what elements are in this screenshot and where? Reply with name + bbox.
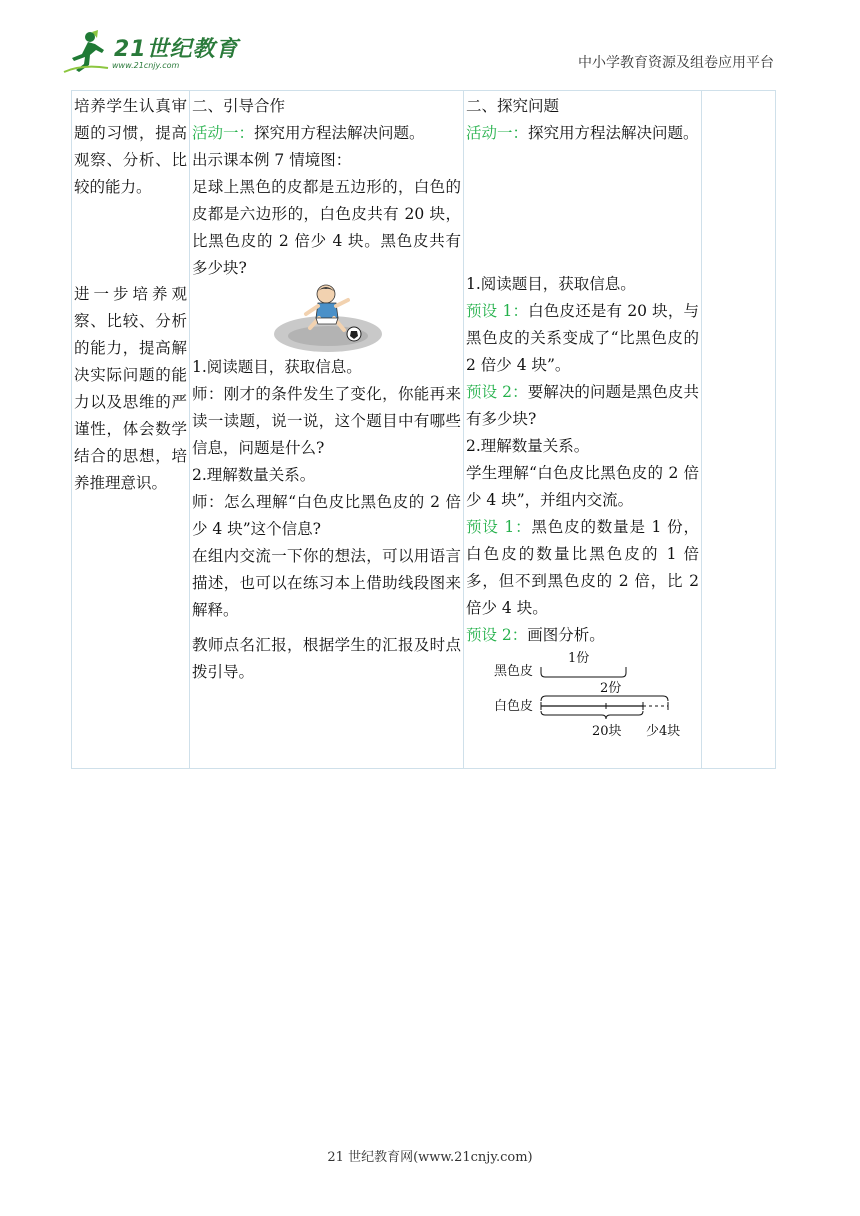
discussion-text: 在组内交流一下你的想法，可以用语言描述，也可以在练习本上借助线段图来解释。 [192, 547, 461, 619]
preset-3 [466, 514, 699, 622]
line-segment-diagram [488, 651, 688, 741]
goal-text-1: 培养学生认真审题的习惯，提高观察、分析、比较的能力。 [74, 97, 187, 196]
preset-text: 画图分析。 [527, 626, 605, 644]
preset-1 [466, 298, 699, 379]
goal-text-2: 进一步培养观察、比较、分析的能力，提高解决实际问题的能力以及思维的严谨性，体会数学结合的思想，培养推理意识。 [74, 285, 187, 492]
platform-title: 中小学教育资源及组卷应用平台 [578, 55, 774, 71]
page-footer: 21 世纪教育网(www.21cnjy.com) [327, 1150, 533, 1165]
teacher-question-2: 师：怎么理解“白色皮比黑色皮的 2 倍少 4 块”这个信息? [192, 493, 461, 538]
problem-text: 足球上黑色的皮都是五边形的，白色的皮都是六边形的，白色皮共有 20 块，比黑色皮的 2 倍少 4 块。黑色皮共有多少块? [192, 178, 461, 277]
student-understanding: 学生理解“白色皮比黑色皮的 2 倍少 4 块”，并组内交流。 [466, 464, 699, 509]
activity-text: 探究用方程法解决问题。 [528, 124, 699, 142]
activity-text: 探究用方程法解决问题。 [254, 124, 425, 142]
lesson-plan-table [71, 90, 776, 769]
activity-label: 活动一： [466, 124, 529, 142]
preset-label: 预设 2： [466, 626, 528, 644]
site-logo [62, 28, 239, 76]
goals-cell [72, 91, 190, 769]
preset-4 [466, 622, 699, 649]
logo-text: 21世纪教育 [114, 37, 239, 62]
step-1: 1.阅读题目，获取信息。 [192, 358, 362, 376]
student-activity-cell [464, 91, 702, 769]
preset-2 [466, 379, 699, 433]
runner-logo-icon [62, 28, 114, 74]
step-2: 2.理解数量关系。 [192, 466, 316, 484]
white-count-label: 20块 [592, 724, 622, 739]
less-label: 少4块 [646, 724, 681, 739]
page-header [0, 0, 860, 90]
report-text: 教师点名汇报，根据学生的汇报及时点拨引导。 [192, 636, 461, 681]
two-parts-brace [541, 696, 668, 701]
white-brace [541, 711, 643, 719]
table-row [72, 91, 776, 769]
preset-text: 黑色皮的数量是 1 份，白色皮的数量比黑色皮的 1 倍多，但不到黑色皮的 2 倍，比 2 倍少 4 块。 [466, 518, 699, 617]
step-2: 2.理解数量关系。 [466, 437, 590, 455]
logo-url: www.21cnjy.com [112, 61, 180, 70]
preset-label: 预设 1： [466, 302, 529, 320]
step-1: 1.阅读题目，获取信息。 [466, 275, 636, 293]
activity-line [466, 120, 699, 147]
teacher-question-1: 师：刚才的条件发生了变化，你能再来读一读题，说一说，这个题目中有哪些信息，问题是什么? [192, 385, 461, 457]
activity-label: 活动一： [192, 124, 255, 142]
activity-line [192, 120, 461, 147]
teacher-activity-cell [190, 91, 464, 769]
boy-kicking-football-illustration [274, 284, 382, 354]
show-example: 出示课本例 7 情境图： [192, 151, 352, 169]
one-part-label: 1份 [568, 651, 590, 666]
section-heading: 二、探究问题 [466, 97, 560, 115]
preset-text: 白色皮还是有 20 块，与黑色皮的关系变成了“比黑色皮的 2 倍少 4 块”。 [466, 302, 699, 374]
preset-text: 要解决的问题是黑色皮共有多少块? [466, 383, 699, 428]
two-parts-label: 2份 [600, 681, 622, 696]
preset-label: 预设 1： [466, 518, 532, 536]
black-brace [541, 670, 626, 677]
white-skin-label: 白色皮 [494, 699, 534, 714]
preset-label: 预设 2： [466, 383, 528, 401]
section-heading: 二、引导合作 [192, 97, 286, 115]
notes-cell [702, 91, 776, 769]
black-skin-label: 黑色皮 [494, 664, 534, 679]
